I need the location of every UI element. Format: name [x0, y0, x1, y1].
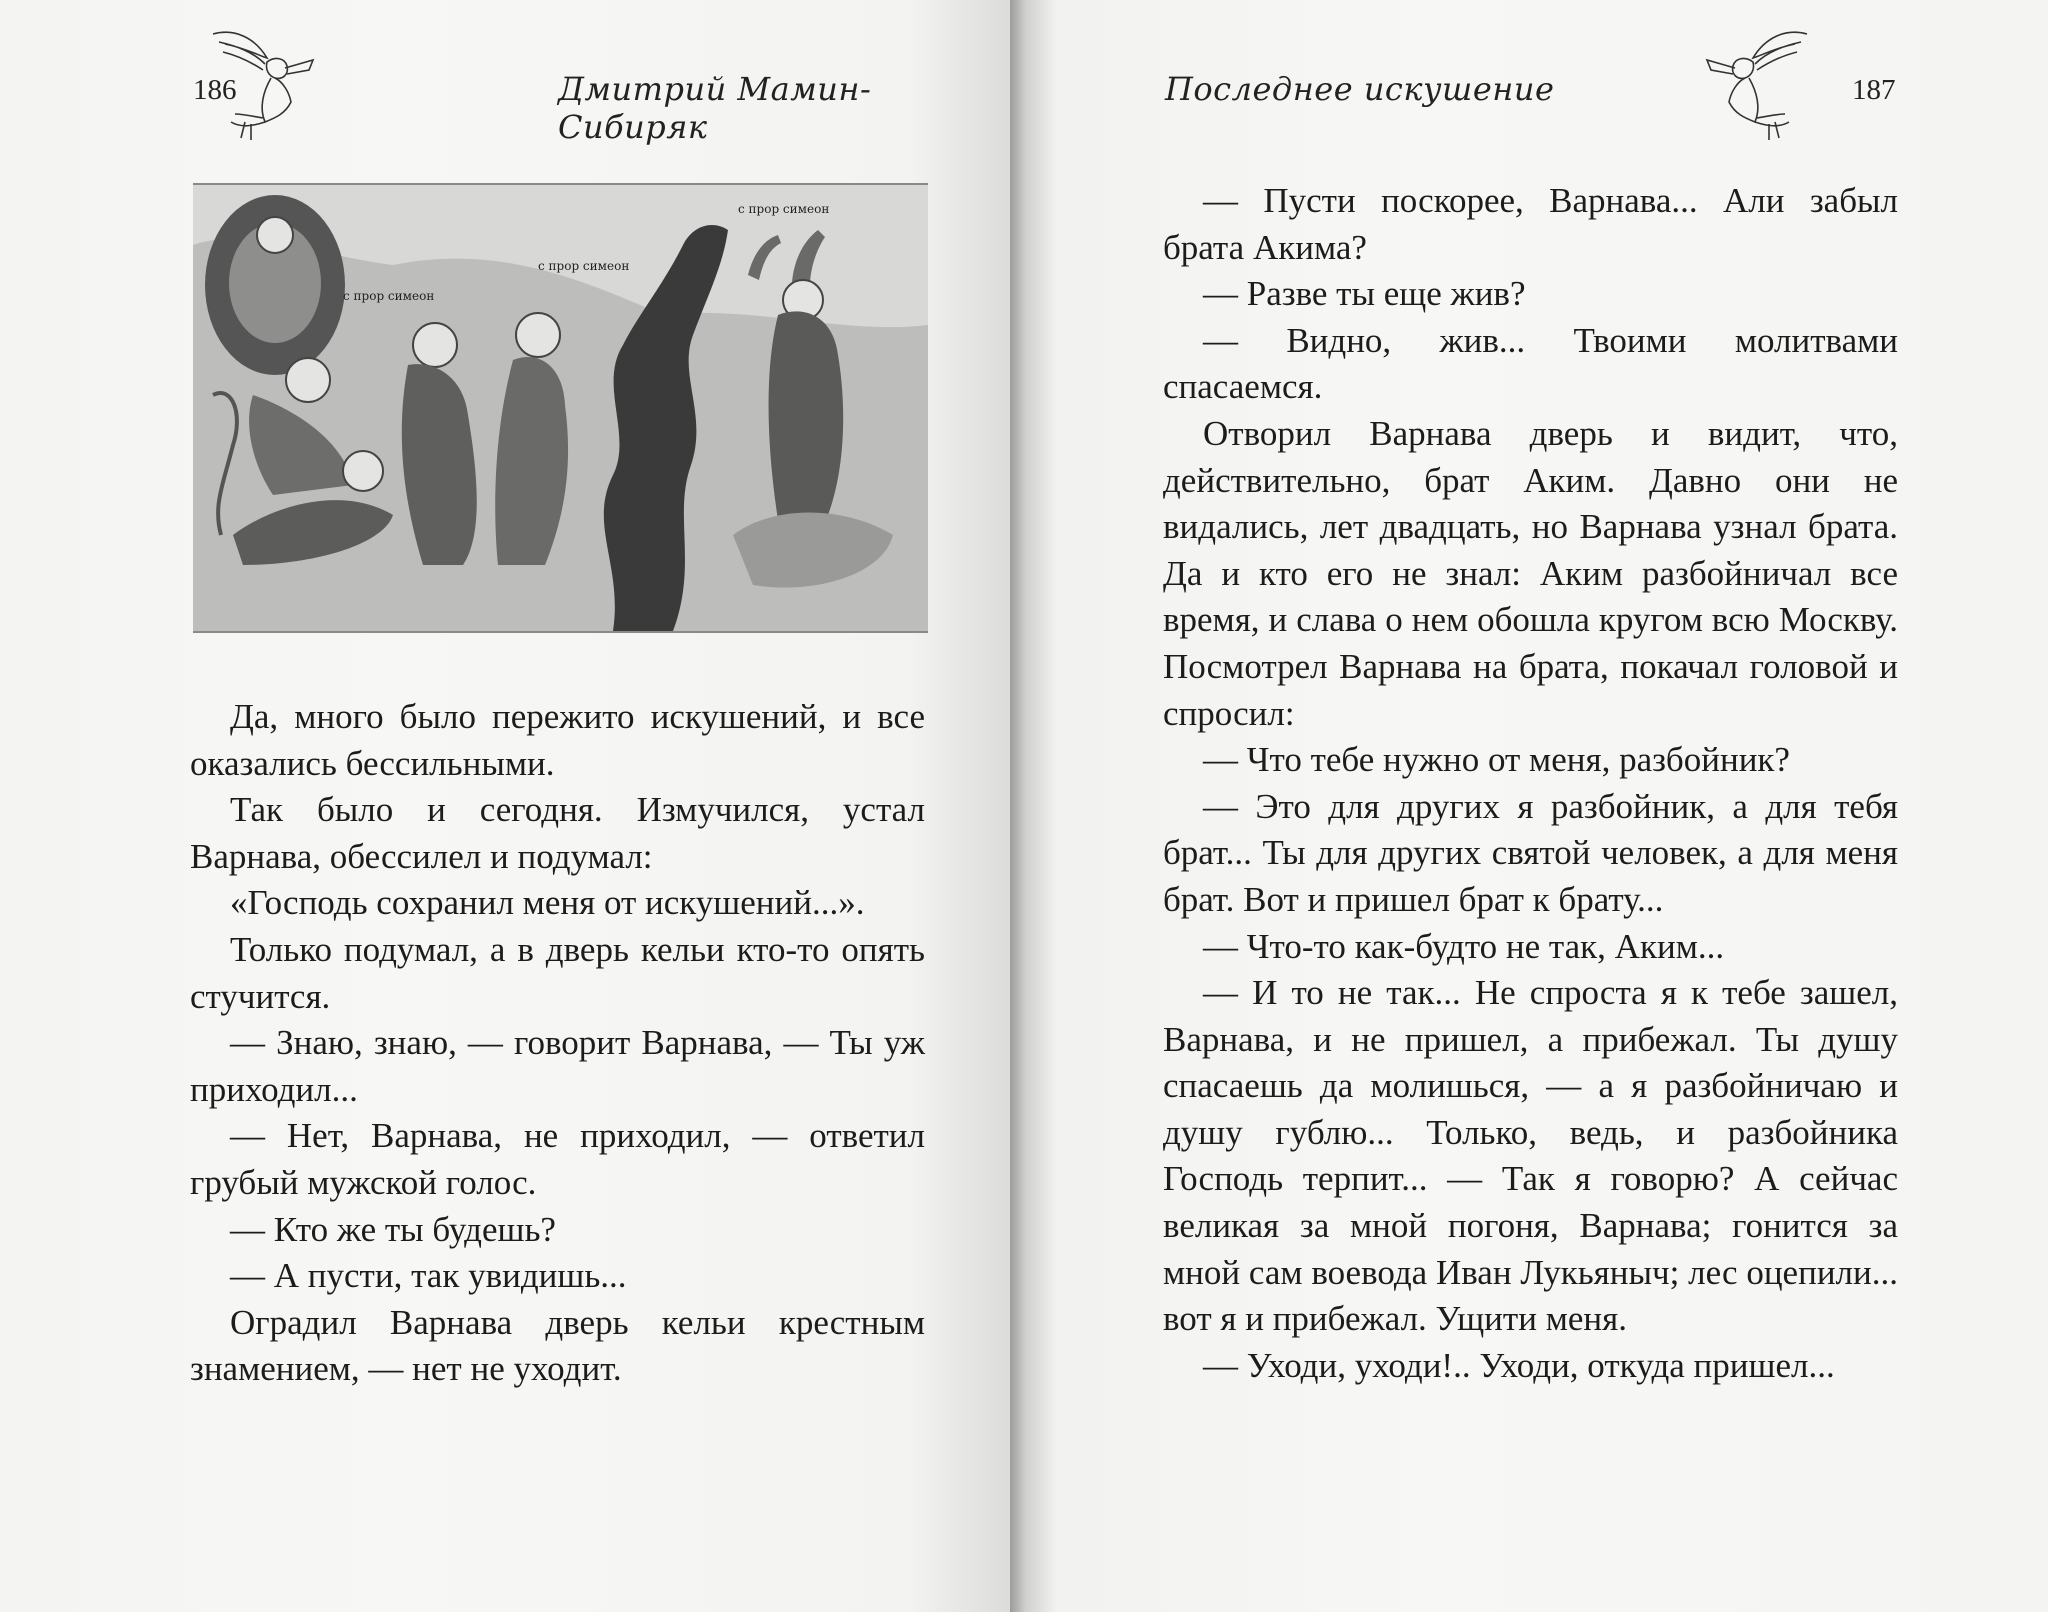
- trumpeting-angel-icon: [205, 18, 315, 143]
- paragraph: — Нет, Варнава, не приходил, — ответил грубый мужской голос.: [190, 1116, 925, 1202]
- trumpeting-angel-icon: [1705, 18, 1815, 143]
- paragraph: — Уходи, уходи!.. Уходи, откуда пришел...: [1203, 1345, 1835, 1385]
- page-number: 186: [193, 74, 237, 106]
- page-number: 187: [1852, 74, 1896, 106]
- paragraph: — Кто же ты будешь?: [230, 1209, 556, 1249]
- paragraph: — Что тебе нужно от меня, разбойник?: [1203, 740, 1790, 780]
- paragraph: Отворил Варнава дверь и видит, что, действительно, брат Аким. Давно они не видались, лет двадцать, но Варнава узнал брата. Да и кто его не знал: Аким разбойничал все время, и слава о нем обошла кругом всю Москву. Посмотрел Варнава на брата, покачал головой и спросил:: [1163, 413, 1898, 733]
- running-head-author: Дмитрий Мамин-Сибиряк: [558, 70, 872, 146]
- paragraph: Оградил Варнава дверь кельи крестным знамением, — нет не уходит.: [190, 1302, 925, 1389]
- paragraph: Да, много было пережито искушений, и все оказались бессильными.: [190, 697, 925, 783]
- icon-illustration: [193, 183, 928, 633]
- right-page-body: [1163, 178, 1898, 1389]
- paragraph: — И то не так... Не спроста я к тебе зашел, Варнава, и не пришел, а прибежал. Ты душу спасаешь да молишься, — а я разбойничаю и душу гублю... Только, ведь, и разбойника Господь терпит... — Так я говорю? А сейчас великая за мной погоня, Варнава; гонится за мной сам воевода Иван Лукьяныч; лес оцепили... вот я и прибежал. Ущити меня.: [1163, 973, 1898, 1339]
- paragraph: — Пусти поскорее, Варнава... Али забыл брата Акима?: [1163, 181, 1898, 267]
- paragraph: — Видно, жив... Твоими молитвами спасаемся.: [1163, 320, 1898, 407]
- running-head-title: Последнее искушение: [1165, 70, 1555, 108]
- left-page: [0, 0, 1010, 1612]
- illustration-inscription: с прор симеон: [343, 289, 435, 303]
- paragraph: — Знаю, знаю, — говорит Варнава, — Ты уж приходил...: [190, 1023, 925, 1109]
- paragraph: — А пусти, так увидишь...: [230, 1256, 627, 1296]
- paragraph: Только подумал, а в дверь кельи кто-то опять стучится.: [190, 929, 925, 1016]
- paragraph: «Господь сохранил меня от искушений...».: [230, 883, 865, 923]
- left-page-body: [190, 694, 925, 1393]
- paragraph: — Что-то как-будто не так, Аким...: [1203, 926, 1725, 966]
- paragraph: — Это для других я разбойник, а для тебя брат... Ты для других святой человек, а для меня брат. Вот и пришел брат к брату...: [1163, 786, 1898, 919]
- illustration-inscription: с прор симеон: [738, 202, 830, 216]
- paragraph: Так было и сегодня. Измучился, устал Варнава, обессилел и подумал:: [190, 790, 925, 876]
- paragraph: — Разве ты еще жив?: [1203, 274, 1526, 314]
- right-page: [1010, 0, 2048, 1612]
- illustration-inscription: с прор симеон: [538, 259, 630, 273]
